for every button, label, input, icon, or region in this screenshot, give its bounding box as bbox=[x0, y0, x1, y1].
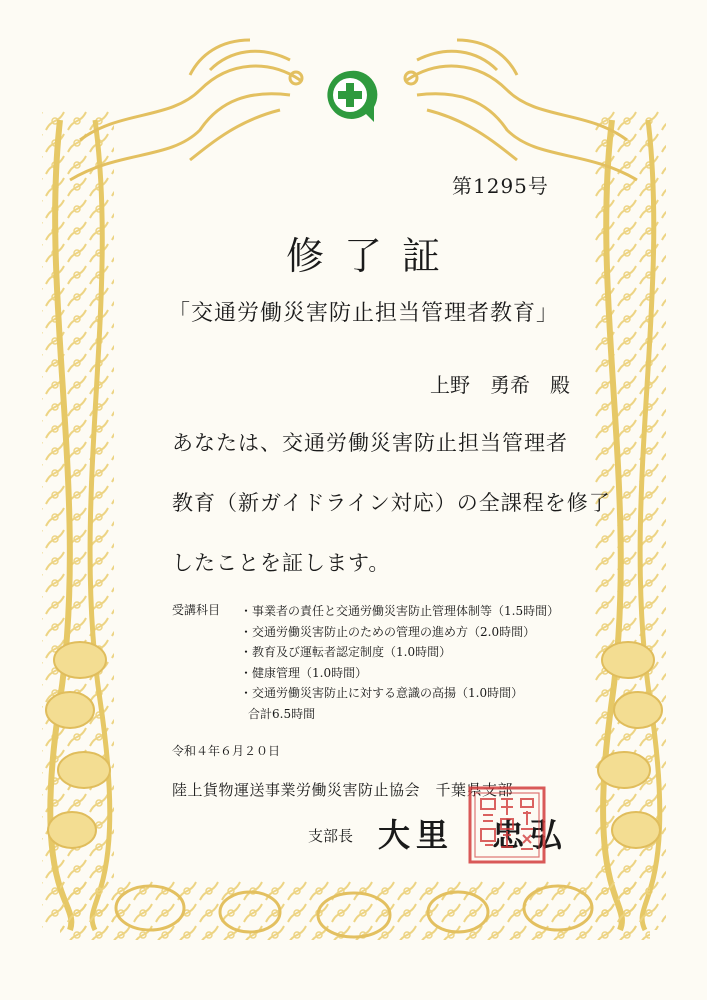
certificate-title: 修了証 bbox=[286, 234, 461, 278]
subject-item: ・健康管理（1.0時間） bbox=[240, 665, 368, 680]
safety-cross-logo-icon bbox=[322, 67, 378, 125]
total-hours: 合計6.5時間 bbox=[248, 707, 316, 721]
body-line-3: したことを証します。 bbox=[172, 551, 391, 575]
subjects-label: 受講科目 bbox=[172, 603, 221, 617]
subjects-list bbox=[240, 601, 559, 704]
subject-item: ・交通労働災害防止のための管理の進め方（2.0時間） bbox=[240, 624, 536, 639]
course-name: 「交通労働災害防止担当管理者教育」 bbox=[168, 301, 560, 326]
official-seal-icon bbox=[467, 785, 547, 865]
issue-date: 令和４年６月２０日 bbox=[172, 744, 281, 758]
certificate-number: 第1295号 bbox=[452, 174, 549, 198]
body-line-2: 教育（新ガイドライン対応）の全課程を修了 bbox=[172, 491, 611, 515]
branch-title: 支部長 bbox=[308, 827, 354, 845]
signer-name: 大里 忠弘 bbox=[378, 816, 569, 854]
subject-item: ・事業者の責任と交通労働災害防止管理体制等（1.5時間） bbox=[240, 604, 560, 618]
association-name: 陸上貨物運送事業労働災害防止協会 千葉県支部 bbox=[172, 781, 514, 799]
subject-item: ・教育及び運転者認定制度（1.0時間） bbox=[240, 645, 452, 659]
body-line-1: あなたは、交通労働災害防止担当管理者 bbox=[172, 431, 568, 455]
subject-item: ・交通労働災害防止に対する意識の高揚（1.0時間） bbox=[240, 686, 524, 700]
recipient-name: 上野 勇希 殿 bbox=[430, 373, 570, 397]
